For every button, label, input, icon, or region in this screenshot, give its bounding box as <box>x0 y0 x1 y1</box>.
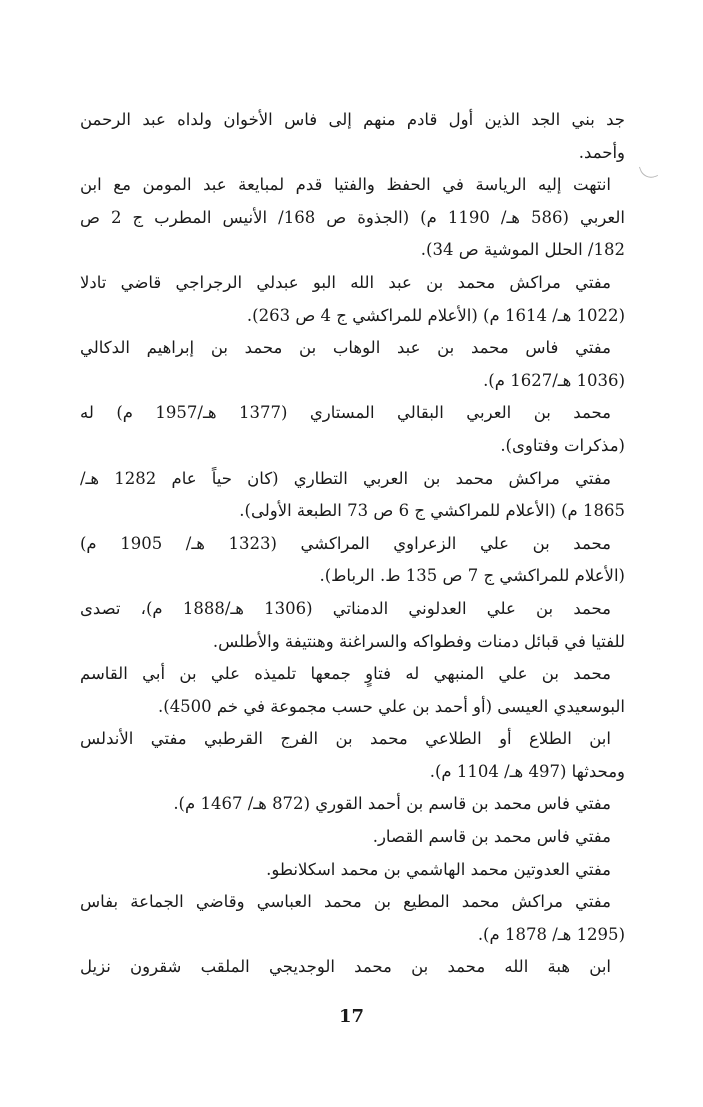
text-line: ابن هبة الله محمد بن محمد الوجديجي الملقب شقرون نزيل <box>80 957 611 977</box>
text-line: العربي (586 هـ/ 1190 م) (الجذوة ص 168/ الأنيس المطرب ج 2 ص <box>80 207 625 227</box>
text-line: مفتي مراكش محمد بن عبد الله البو عبدلي الرجراجي قاضي تادلا <box>80 272 611 292</box>
text-line: ابن الطلاع أو الطلاعي محمد بن الفرج القرطبي مفتي الأندلس <box>80 729 611 749</box>
text-line: محمد بن علي العدلوني الدمناتي (1306 هـ/1888 م)، تصدى <box>80 598 612 618</box>
text-line: انتهت إليه الرياسة في الحفظ والفتيا قدم لمبايعة عبد المومن مع ابن <box>80 175 611 195</box>
text-line: البوسعيدي العيسى (أو أحمد بن علي حسب مجموعة في خم 4500). <box>158 696 625 716</box>
text-line: مفتي العدوتين محمد الهاشمي بن محمد اسكلانطو. <box>266 859 611 879</box>
page-number: 17 <box>338 1006 365 1027</box>
text-line: (1295 هـ/ 1878 م). <box>477 924 625 944</box>
text-line: ومحدثها (497 هـ/ 1104 م). <box>429 761 625 781</box>
text-line: محمد بن علي المنبهي له فتاوٍ جمعها تلميذه علي بن أبي القاسم <box>80 664 611 684</box>
text-line: جد بني الجد الذين أول قادم منهم إلى فاس الأخوان ولداه عبد الرحمن <box>80 110 625 129</box>
text-line: مفتي مراكش محمد بن العربي التطاري (كان حياً عام 1282 هـ/ <box>80 468 611 488</box>
text-line: (مذكرات وفتاوى). <box>500 435 625 455</box>
text-line: 1865 م) (الأعلام للمراكشي ج 6 ص 73 الطبعة الأولى). <box>239 501 625 521</box>
text-line: وأحمد. <box>578 142 625 162</box>
text-line: (1036 هـ/1627 م). <box>483 370 625 390</box>
text-line: للفتيا في قبائل دمنات وفطواكه والسراغنة وهنتيفة والأطلس. <box>212 631 625 651</box>
text-line: مفتي فاس محمد بن قاسم القصار. <box>372 827 611 847</box>
page-body-text <box>80 104 625 984</box>
text-line: (1022 هـ/ 1614 م) (الأعلام للمراكشي ج 4 ص 263). <box>246 305 625 325</box>
text-line: محمد بن علي الزعراوي المراكشي (1323 هـ/ 1905 م) <box>80 533 611 553</box>
text-line: محمد بن العربي البقالي المستاري (1377 هـ/1957 م) له <box>80 403 611 423</box>
text-line: مفتي مراكش محمد المطيع بن محمد العباسي وقاضي الجماعة بفاس <box>80 892 611 912</box>
margin-pencil-mark <box>639 162 658 181</box>
text-line: 182/ الحلل الموشية ص 34). <box>420 240 625 260</box>
text-line: (الأعلام للمراكشي ج 7 ص 135 ط. الرباط). <box>319 566 625 586</box>
text-line: مفتي فاس محمد بن عبد الوهاب بن محمد بن إبراهيم الدكالي <box>80 338 611 358</box>
text-line: مفتي فاس محمد بن قاسم بن أحمد القوري (872 هـ/ 1467 م). <box>173 794 611 814</box>
